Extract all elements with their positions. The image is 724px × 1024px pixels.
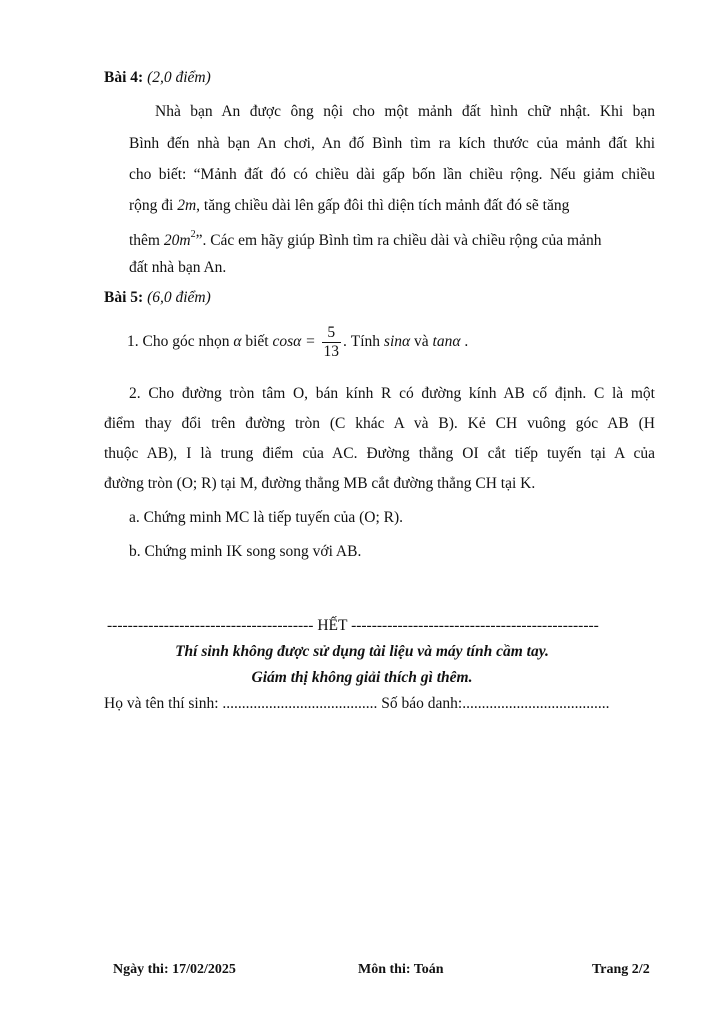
bai4-line5-text-a: thêm — [129, 232, 160, 249]
bai4-line-6: đất nhà bạn An. — [129, 259, 227, 276]
bai5-q2-line-3: thuộc AB), I là trung điểm của AC. Đường thẳng OI cắt tiếp tuyến tại A của — [104, 445, 655, 462]
end-note-2: Giám thị không giải thích gì thêm. — [251, 669, 473, 686]
q1-text-a: 1. Cho góc nhọn — [127, 333, 230, 351]
bai4-points: (2,0 điểm) — [147, 69, 211, 86]
bai5-qa: a. Chứng minh MC là tiếp tuyến của (O; R). — [129, 509, 404, 526]
bai4-heading — [104, 68, 211, 88]
bai4-line4-text-a: rộng đi — [129, 197, 174, 214]
footer-page: Trang 2/2 — [592, 962, 650, 977]
bai5-points: (6,0 điểm) — [147, 289, 211, 306]
bai5-heading — [104, 288, 211, 308]
q1-fraction — [322, 324, 342, 361]
bai5-qb: b. Chứng minh IK song song với AB. — [129, 543, 362, 560]
q1-denominator: 13 — [323, 343, 339, 360]
q1-text-b: biết — [245, 333, 269, 351]
bai4-line-3: cho biết: “Mảnh đất đó có chiều dài gấp bốn lần chiều rộng. Nếu giảm chiều — [129, 166, 655, 183]
q1-tan: tanα — [432, 333, 461, 351]
bai4-line-2: Bình đến nhà bạn An chơi, An đố Bình tìm ra kích thước của mảnh đất khi — [129, 135, 655, 152]
bai4-line-4 — [129, 196, 569, 216]
bai5-q2-line-4: đường tròn (O; R) tại M, đường thẳng MB cắt đường thẳng CH tại K. — [104, 475, 536, 492]
q1-alpha: α — [233, 333, 242, 351]
bai4-line-1: Nhà bạn An được ông nội cho một mảnh đất hình chữ nhật. Khi bạn — [155, 103, 655, 120]
footer-date: Ngày thi: 17/02/2025 — [113, 962, 236, 977]
bai5-q1 — [127, 324, 468, 361]
candidate-info: Họ và tên thí sinh: ........................................ Số báo danh:...................................... — [104, 695, 610, 712]
q1-numerator: 5 — [322, 324, 342, 343]
q1-text-c: . Tính — [343, 333, 381, 351]
bai4-line5-text-b: ”. Các em hãy giúp Bình tìm ra chiều dài và chiều rộng của mảnh — [195, 232, 602, 249]
bai4-line4-math: 2m — [177, 197, 197, 214]
bai4-line-5 — [129, 231, 601, 251]
end-divider: ---------------------------------------- HẾT ------------------------------------------------ — [107, 617, 599, 634]
bai5-title: Bài 5: — [104, 289, 144, 306]
bai5-q2-line-2: điểm thay đổi trên đường tròn (C khác A và B). Kẻ CH vuông góc AB (H — [104, 415, 655, 432]
bai4-line4-text-b: , tăng chiều dài lên gấp đôi thì diện tích mảnh đất đó sẽ tăng — [196, 197, 570, 214]
q1-va: và — [414, 333, 429, 351]
end-note-1: Thí sinh không được sử dụng tài liệu và máy tính cầm tay. — [175, 643, 549, 660]
bai4-title: Bài 4: — [104, 69, 144, 86]
bai4-line5-sup: 2 — [190, 229, 196, 240]
q1-cos: cosα = — [272, 333, 316, 351]
bai5-q2-line-1: 2. Cho đường tròn tâm O, bán kính R có đường kính AB cố định. C là một — [129, 385, 655, 402]
q1-end: . — [464, 333, 469, 351]
bai4-line5-math: 20m — [163, 232, 191, 249]
q1-sin: sinα — [383, 333, 411, 351]
footer-subject: Môn thi: Toán — [358, 962, 444, 977]
